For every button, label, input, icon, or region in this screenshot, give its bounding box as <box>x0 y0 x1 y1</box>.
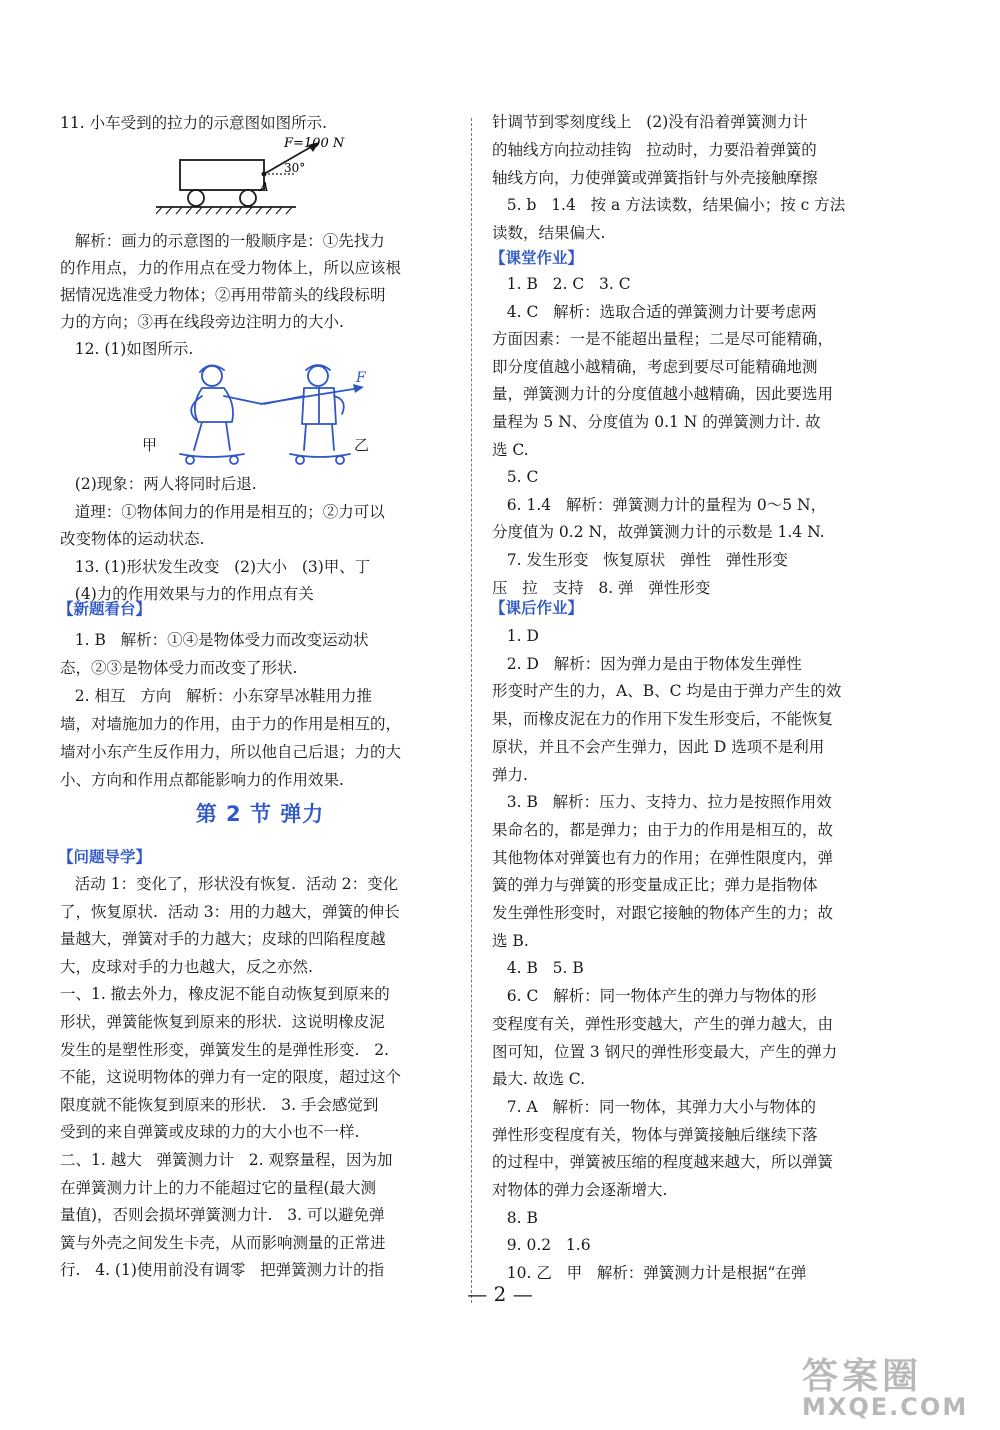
text-line: 墙，对墙施加力的作用，由于力的作用是相互的， <box>60 715 402 733</box>
text-line: 10. 乙 甲 解析：弹簧测力计是根据“在弹 <box>492 1264 807 1283</box>
text-line: 一、1. 撤去外力，橡皮泥不能自动恢复到原来的 <box>60 985 390 1004</box>
text-line: 13. (1)形状发生改变 (2)大小 (3)甲、丁 <box>60 557 371 576</box>
cart-force-diagram <box>156 134 396 220</box>
section-title: 第 2 节 弹力 <box>195 802 325 826</box>
text-line: 态，②③是物体受力而改变了形状. <box>60 659 298 677</box>
text-line: 6. 1.4 解析：弹簧测力计的量程为 0～5 N， <box>492 495 827 514</box>
header-kehou: 【课后作业】 <box>490 599 584 617</box>
text-line: 1. D <box>492 627 539 645</box>
text-line: 量越大，弹簧对手的力越大；皮球的凹陷程度越 <box>60 930 386 949</box>
text-line: 力的方向；③再在线段旁边注明力的大小. <box>60 313 344 331</box>
page-number: — 2 — <box>467 1282 533 1306</box>
text-line: 形状，弹簧能恢复到原来的形状. 这说明橡皮泥 <box>60 1013 385 1031</box>
text-line: 量值)，否则会损坏弹簧测力计. 3. 可以避免弹 <box>60 1206 385 1225</box>
text-line: 行. 4. (1)使用前没有调零 把弹簧测力计的指 <box>60 1261 385 1280</box>
header-xinti: 【新题看台】 <box>58 600 152 618</box>
text-line: 轴线方向，力使弹簧或弹簧指针与外壳接触摩擦 <box>492 168 818 187</box>
watermark-url: MXQE.COM <box>802 1393 969 1421</box>
text-line: 其他物体对弹簧也有力的作用；在弹性限度内，弹 <box>492 848 834 867</box>
text-line: 大，皮球对手的力也越大，反之亦然. <box>60 957 313 976</box>
text-line: 形变时产生的力，A、B、C 均是由于弹力产生的效 <box>492 682 842 701</box>
text-line: 11. 小车受到的拉力的示意图如图所示. <box>60 114 328 132</box>
text-line: 3. B 解析：压力、支持力、拉力是按照作用效 <box>492 793 832 812</box>
text-line: 分度值为 0.2 N，故弹簧测力计的示数是 1.4 N. <box>492 523 825 542</box>
text-line: (4)力的作用效果与力的作用点有关 <box>60 585 314 603</box>
text-line: 2. D 解析：因为弹力是由于物体发生弹性 <box>492 654 802 673</box>
text-line: 压 拉 支持 8. 弹 弹性形变 <box>492 578 711 597</box>
text-line: 9. 0.2 1.6 <box>492 1236 591 1255</box>
angle-label: 30° <box>284 161 306 175</box>
text-line: 5. C <box>492 468 539 487</box>
text-line: 的过程中，弹簧被压缩的程度越来越大，所以弹簧 <box>492 1153 834 1172</box>
text-line: 果命名的，都是弹力；由于力的作用是相互的，故 <box>492 820 834 839</box>
text-line: 2. 相互 方向 解析：小东穿旱冰鞋用力推 <box>60 687 373 705</box>
text-line: 的作用点，力的作用点在受力物体上，所以应该根 <box>60 259 402 277</box>
text-line: 了，恢复原状. 活动 3：用的力越大，弹簧的伸长 <box>60 902 400 921</box>
point-label: A <box>260 180 269 194</box>
text-line: 活动 1：变化了，形状没有恢复. 活动 2：变化 <box>60 875 399 893</box>
text-line: 解析：画力的示意图的一般顺序是：①先找力 <box>60 232 385 250</box>
text-line: 5. b 1.4 按 a 方法读数，结果偏小；按 c 方法 <box>492 196 846 215</box>
text-line: 量程为 5 N、分度值为 0.1 N 的弹簧测力计. 故 <box>492 413 821 431</box>
text-line: 发生的是塑性形变，弹簧发生的是弹性形变. 2. <box>60 1040 389 1059</box>
text-line: 不能，这说明物体的弹力有一定的限度，超过这个 <box>60 1068 402 1087</box>
text-line: 道理：①物体间力的作用是相互的；②力可以 <box>60 502 385 521</box>
force-label-F: F <box>356 370 366 386</box>
text-line: 针调节到零刻度线上 (2)没有沿着弹簧测力计 <box>492 113 808 131</box>
header-wenti: 【问题导学】 <box>58 848 152 866</box>
text-line: 原状，并且不会产生弹力，因此 D 选项不是利用 <box>492 737 825 756</box>
text-line: 发生弹性形变时，对跟它接触的物体产生的力；故 <box>492 904 834 922</box>
watermark-title: 答案圈 <box>802 1356 923 1397</box>
text-line: 量，弹簧测力计的分度值越小越精确，因此要选用 <box>492 385 834 404</box>
text-line: 6. C 解析：同一物体产生的弹力与物体的形 <box>492 987 817 1006</box>
text-line: 1. B 2. C 3. C <box>492 275 631 293</box>
column-divider <box>471 118 472 1303</box>
person-yi-label: 乙 <box>354 436 370 454</box>
text-line: 方面因素：一是不能超出量程；二是尽可能精确， <box>492 330 834 349</box>
text-line: 据情况选准受力物体；②再用带箭头的线段标明 <box>60 286 386 304</box>
text-line: 弹力. <box>492 765 528 784</box>
text-line: 弹性形变程度有关，物体与弹簧接触后继续下落 <box>492 1125 818 1144</box>
text-line: 果，而橡皮泥在力的作用下发生形变后，不能恢复 <box>492 710 834 729</box>
text-line: 选 C. <box>492 440 529 459</box>
text-line: 限度就不能恢复到原来的形状. 3. 手会感觉到 <box>60 1095 379 1114</box>
text-line: 7. A 解析：同一物体，其弹力大小与物体的 <box>492 1097 816 1116</box>
text-line: 的轴线方向拉动挂钩 拉动时，力要沿着弹簧的 <box>492 140 817 159</box>
text-line: 对物体的弹力会逐渐增大. <box>492 1181 668 1199</box>
skaters-illustration <box>140 360 380 472</box>
text-line: 最大. 故选 C. <box>492 1070 586 1089</box>
person-jia-label: 甲 <box>142 436 158 454</box>
text-line: 1. B 解析：①④是物体受力而改变运动状 <box>60 631 369 649</box>
text-line: 7. 发生形变 恢复原状 弹性 弹性形变 <box>492 551 788 569</box>
text-line: 选 B. <box>492 931 529 950</box>
text-line: 即分度值越小越精确，考虑到要尽可能精确地测 <box>492 357 818 376</box>
text-line: 4. C 解析：选取合适的弹簧测力计要考虑两 <box>492 302 817 321</box>
text-line: 读数，结果偏大. <box>492 224 606 243</box>
text-line: 在弹簧测力计上的力不能超过它的量程(最大测 <box>60 1178 377 1197</box>
text-line: 变程度有关，弹性形变越大，产生的弹力越大，由 <box>492 1014 834 1033</box>
text-line: 8. B <box>492 1208 538 1227</box>
watermark <box>802 1348 992 1424</box>
text-line: 二、1. 越大 弹簧测力计 2. 观察量程，因为加 <box>60 1151 393 1169</box>
text-line: 受到的来自弹簧或皮球的力的大小也不一样. <box>60 1123 360 1142</box>
text-line: 12. (1)如图所示. <box>60 340 194 358</box>
text-line: 簧的弹力与弹簧的形变量成正比；弹力是指物体 <box>492 876 818 895</box>
text-line: 改变物体的运动状态. <box>60 530 205 548</box>
text-line: (2)现象：两人将同时后退. <box>60 475 257 493</box>
text-line: 小、方向和作用点都能影响力的作用效果. <box>60 771 344 789</box>
text-line: 4. B 5. B <box>492 959 584 978</box>
text-line: 簧与外壳之间发生卡壳，从而影响测量的正常进 <box>60 1233 386 1252</box>
header-ketang: 【课堂作业】 <box>490 249 584 267</box>
text-line: 图可知，位置 3 钢尺的弹性形变最大，产生的弹力 <box>492 1042 838 1061</box>
force-label: F=100 N <box>284 136 345 151</box>
text-line: 墙对小东产生反作用力，所以他自己后退；力的大 <box>60 743 402 761</box>
